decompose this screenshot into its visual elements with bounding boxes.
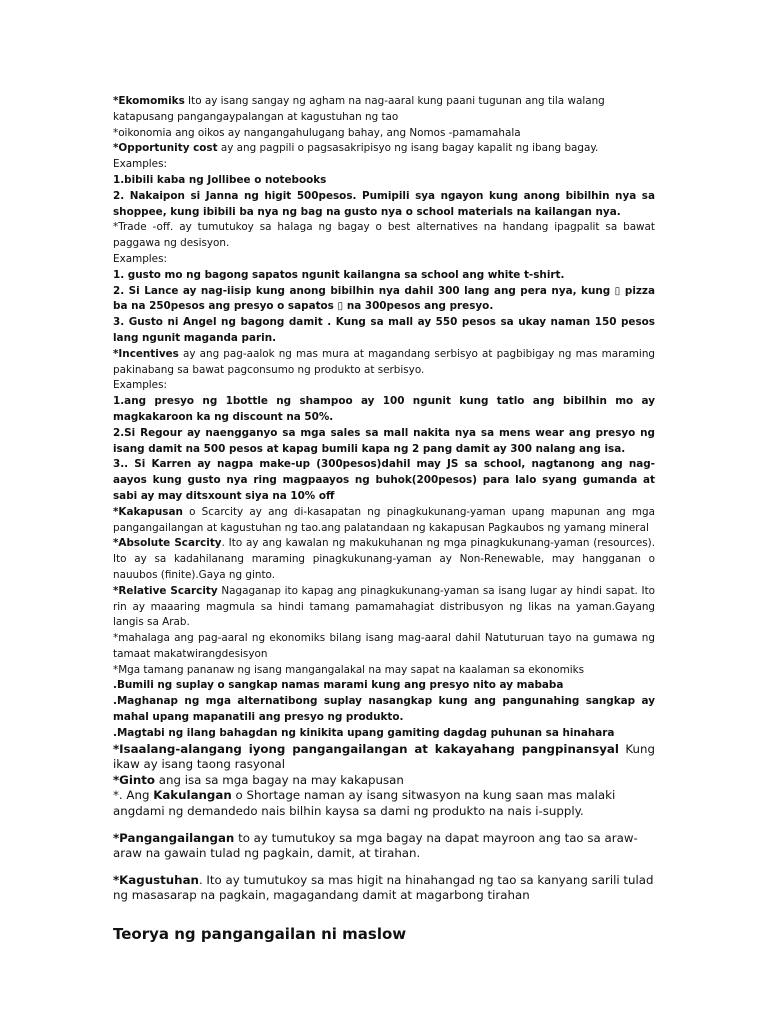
paragraph-relative-scarcity: *Relative Scarcity Nagaganap ito kapag ang pinagkukunang-yaman sa isang lugar ay hindi sapat. Ito rin ay maaaring magmula sa hindi tamang pamamahagiat distribusyon ng likas na yaman.Gayang langis sa Arab.	[113, 584, 656, 629]
paragraph-ginto: *Ginto ang isa sa mga bagay na may kakapusan	[113, 772, 404, 787]
paragraph-kagustuhan: *Kagustuhan. Ito ay tumutukoy sa mas higit na hinahangad ng tao sa kanyang sarili tulad ng masasarap na pagkain, magagandang damit at magarbong tirahan	[113, 872, 654, 903]
section-heading: Teorya ng pangangailan ni maslow	[113, 925, 407, 944]
paragraph-kakulangan: *. Ang Kakulangan o Shortage naman ay isang sitwasyon na kung saan mas malaki angdami ng demandedo nais bilhin kaysa sa dami ng produkto na nais i-supply.	[113, 788, 616, 819]
examples-label: Examples:	[113, 252, 167, 265]
term-incentives: *Incentives	[113, 347, 179, 360]
paragraph-incentives: *Incentives ay ang pag-aalok ng mas mura at magandang serbisyo at pagbibigay ng mas maraming pakinabang sa bawat pagconsumo ng produkto at serbisyo.	[113, 347, 655, 376]
list-item: .Maghanap ng mga alternatibong suplay nasangkap kung ang pangunahing sangkap ay mahal upang mapanatili ang presyo ng produkto.	[113, 695, 655, 724]
term-pangangailangan: *Pangangailangan	[113, 830, 235, 845]
list-item: .Bumili ng suplay o sangkap namas marami kung ang presyo nito ay mababa	[113, 679, 564, 692]
term-kakulangan: Kakulangan	[153, 788, 232, 803]
paragraph-mahalaga: *mahalaga ang pag-aaral ng ekonomiks bilang isang mag-aaral dahil Natuturuan tayo na gumawa ng tamaat makatwirangdesisyon	[113, 632, 655, 660]
term-ekonomiks: *Ekomomiks	[113, 95, 185, 107]
example-item: 3. Gusto ni Angel ng bagong damit . Kung sa mall ay 550 pesos sa ukay naman 150 pesos lang ngunit maganda parin.	[113, 316, 655, 344]
list-item: .Magtabi ng ilang bahagdan ng kinikita upang gamiting dagdag puhunan sa hinahara	[113, 726, 615, 739]
example-item: 2. Si Lance ay nag-iisip kung anong bibilhin nya dahil 300 lang ang pera nya, kung ▯ pizza ba na 250pesos ang presyo o sapatos ▯ na 300pesos ang presyo.	[113, 284, 655, 313]
paragraph-pangangailangan: *Pangangailangan to ay tumutukoy sa mga bagay na dapat mayroon ang tao sa araw-araw na gawain tulad ng pagkain, damit, at tirahan.	[113, 830, 638, 861]
paragraph-isaalang-alang: *Isaalang-alangang iyong pangangailangan at kakayahang pangpinansyal Kung ikaw ay isang taong rasyonal	[113, 741, 655, 772]
term-kakapusan: *Kakapusan	[113, 505, 183, 518]
document-body	[113, 94, 655, 944]
term-isaalang-alang: *Isaalang-alangang iyong pangangailangan at kakayahang pangpinansyal	[113, 741, 619, 756]
examples-label: Examples:	[113, 158, 167, 171]
example-item: 1.bibili kaba ng Jollibee o notebooks	[113, 173, 327, 186]
term-absolute-scarcity: *Absolute Scarcity	[113, 537, 222, 550]
term-kagustuhan: *Kagustuhan	[113, 872, 199, 887]
term-relative-scarcity: *Relative Scarcity	[113, 584, 218, 597]
paragraph-kakapusan: *Kakapusan o Scarcity ay ang di-kasapatan ng pinagkukunang-yaman upang mapunan ang mga pangangailangan at kagustuhan ng tao.ang palatandaan ng kakapusan Pagkaubos ng yamang mineral	[113, 505, 655, 534]
paragraph-opportunity-cost: *Opportunity cost ay ang pagpili o pagsasakripisyo ng isang bagay kapalit ng ibang bagay.	[113, 142, 599, 155]
example-item: 1.ang presyo ng 1bottle ng shampoo ay 100 ngunit kung tatlo ang bibilhin mo ay magkakaroon ka ng discount na 50%.	[113, 395, 655, 423]
paragraph-oikonomia: *oikonomia ang oikos ay nangangahulugang bahay, ang Nomos -pamamahala	[113, 126, 521, 139]
examples-label: Examples:	[113, 379, 167, 392]
example-item: 3.. Si Karren ay nagpa make-up (300pesos)dahil may JS sa school, nagtanong ang nag-aayos kung gusto nya ring magpaayos ng buhok(200pesos) para lalo syang gumanda at sabi ay may ditsxount siya na 10% off	[113, 458, 655, 502]
paragraph-ekonomiks: *Ekomomiks Ito ay isang sangay ng agham na nag-aaral kung paani tugunan ang tila walang katapusang pangangaypalangan at kagustuhan ng tao	[113, 95, 605, 123]
example-item: 2.Si Regour ay naengganyo sa mga sales sa mall nakita nya sa mens wear ang presyo ng isang damit na 500 pesos at kapag bumili kapa ng 2 pang damit ay 300 nalang ang isa.	[113, 426, 655, 455]
term-opportunity-cost: *Opportunity cost	[113, 142, 218, 155]
paragraph-mga-tamang-pananaw: *Mga tamang pananaw ng isang mangangalakal na may sapat na kaalaman sa ekonomiks	[113, 663, 585, 676]
paragraph-absolute-scarcity: *Absolute Scarcity. Ito ay ang kawalan ng makukuhanan ng mga pinagkukunang-yaman (resources). Ito ay sa kadahilanang maraming pinagkukunang-yaman ay Non-Renewable, may hangganan o nauubos (finite).Gaya ng ginto.	[113, 537, 655, 581]
example-item: 1. gusto mo ng bagong sapatos ngunit kailangna sa school ang white t-shirt.	[113, 268, 565, 281]
term-ginto: *Ginto	[113, 772, 156, 787]
example-item: 2. Nakaipon si Janna ng higit 500pesos. Pumipili sya ngayon kung anong bibilhin nya sa shoppee, kung ibibili ba nya ng bag na gusto nya o school materials na kailangan nya.	[113, 189, 655, 218]
paragraph-trade-off: *Trade -off. ay tumutukoy sa halaga ng bagay o best alternatives na handang ipagpalit sa bawat paggawa ng desisyon.	[113, 221, 655, 250]
